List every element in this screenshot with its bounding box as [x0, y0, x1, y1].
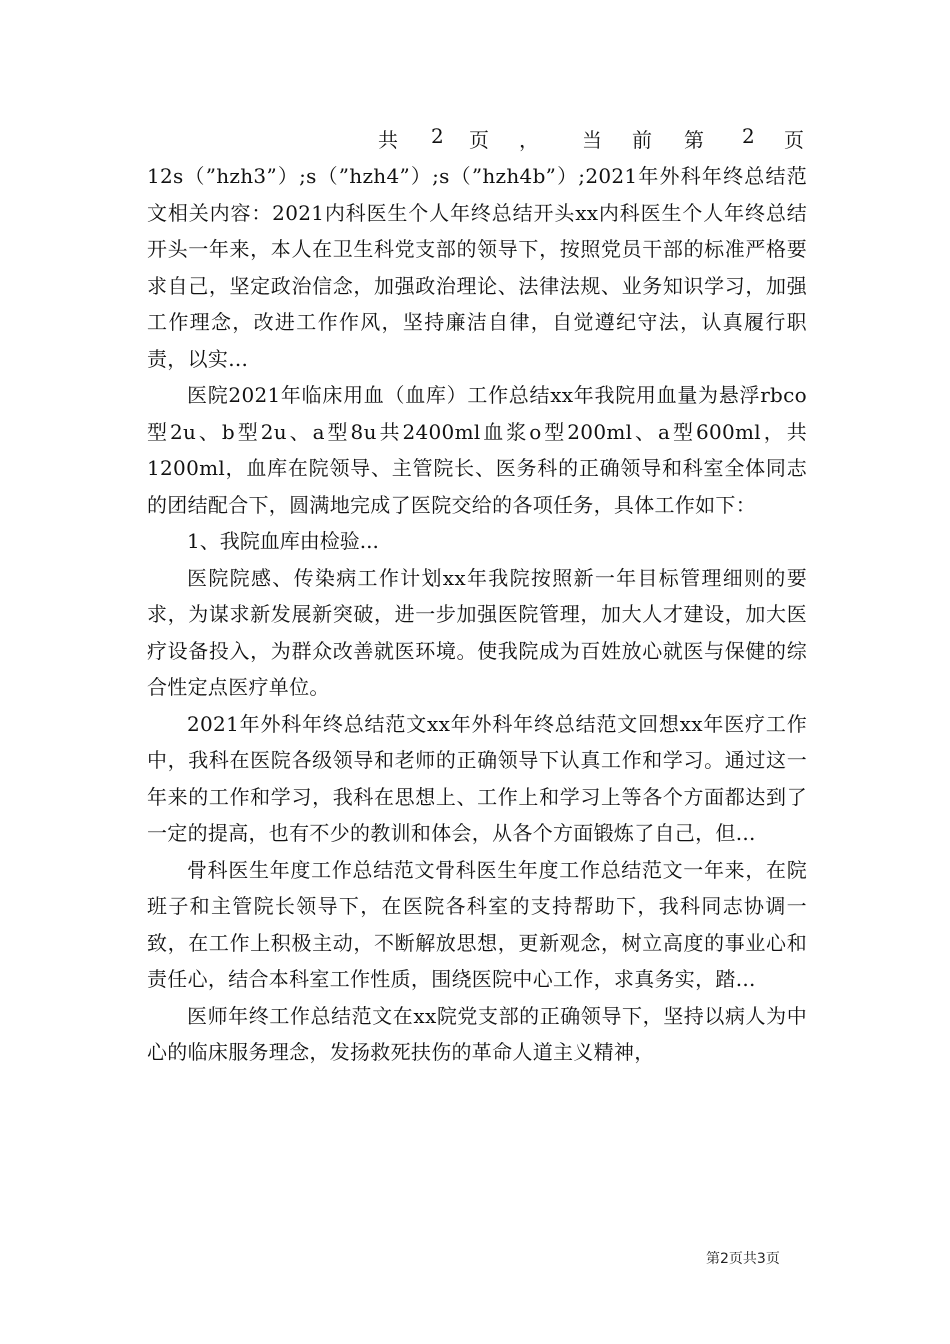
header-char: 当 — [582, 128, 602, 152]
paragraph-surgery-summary: 2021年外科年终总结范文xx年外科年终总结范文回想xx年医疗工作中，我科在医院各级领导和老师的正确领导下认真工作和学习。通过这一年来的工作和学习，我科在思想上、工作上和学习上等各个方面都达到了一定的提高，也有不少的教训和体会，从各个方面锻炼了自己，但... — [147, 711, 807, 845]
paragraph-related-content: 12s（”hzh3”）;s（”hzh4”）;s（”hzh4b”）;2021年外科年终总结范文相关内容：2021内科医生个人年终总结开头xx内科医生个人年终总结开头一年来，本人在卫生科党支部的领导下，按照党员干部的标准严格要求自己，坚定政治信念，加强政治理论、法律法规、业务知识学习，加强工作理念，改进工作作风，坚持廉洁自律，自觉遵纪守法，认真履行职责，以实... — [147, 164, 807, 371]
header-char: 共 — [378, 128, 398, 152]
list-item-blood-bank: 1、我院血库由检验... — [187, 529, 379, 553]
paragraph-blood-bank: 医院2021年临床用血（血库）工作总结xx年我院用血量为悬浮rbco型2u、b型2u、a型8u共2400ml血浆o型200ml、a型600ml，共1200ml，血库在院领导、主管院长、医务科的正确领导和科室全体同志的团结配合下，圆满地完成了医院交给的各项任务，具体工作如下： — [147, 383, 807, 517]
header-char: 页 — [784, 128, 804, 152]
page-footer: 第2页共3页 — [706, 1251, 780, 1267]
header-char: 2 — [431, 124, 444, 148]
document-page — [147, 118, 807, 1071]
header-char: 页 — [469, 128, 489, 152]
header-char: 第 — [684, 128, 704, 152]
header-char: 2 — [742, 124, 755, 148]
paragraph-infection-plan: 医院院感、传染病工作计划xx年我院按照新一年目标管理细则的要求，为谋求新发展新突破，进一步加强医院管理，加大人才建设，加大医疗设备投入，为群众改善就医环境。使我院成为百姓放心就医与保健的综合性定点医疗单位。 — [147, 565, 807, 699]
page-counter-header — [147, 118, 807, 158]
paragraph-orthopedics-summary: 骨科医生年度工作总结范文骨科医生年度工作总结范文一年来，在院班子和主管院长领导下，在医院各科室的支持帮助下，我科同志协调一致，在工作上积极主动，不断解放思想，更新观念，树立高度的事业心和责任心，结合本科室工作性质，围绕医院中心工作，求真务实，踏... — [147, 857, 807, 991]
paragraph-physician-summary: 医师年终工作总结范文在xx院党支部的正确领导下，坚持以病人为中心的临床服务理念，发扬救死扶伤的革命人道主义精神， — [147, 1003, 807, 1064]
header-char: ， — [519, 128, 539, 152]
header-char: 前 — [632, 128, 652, 152]
